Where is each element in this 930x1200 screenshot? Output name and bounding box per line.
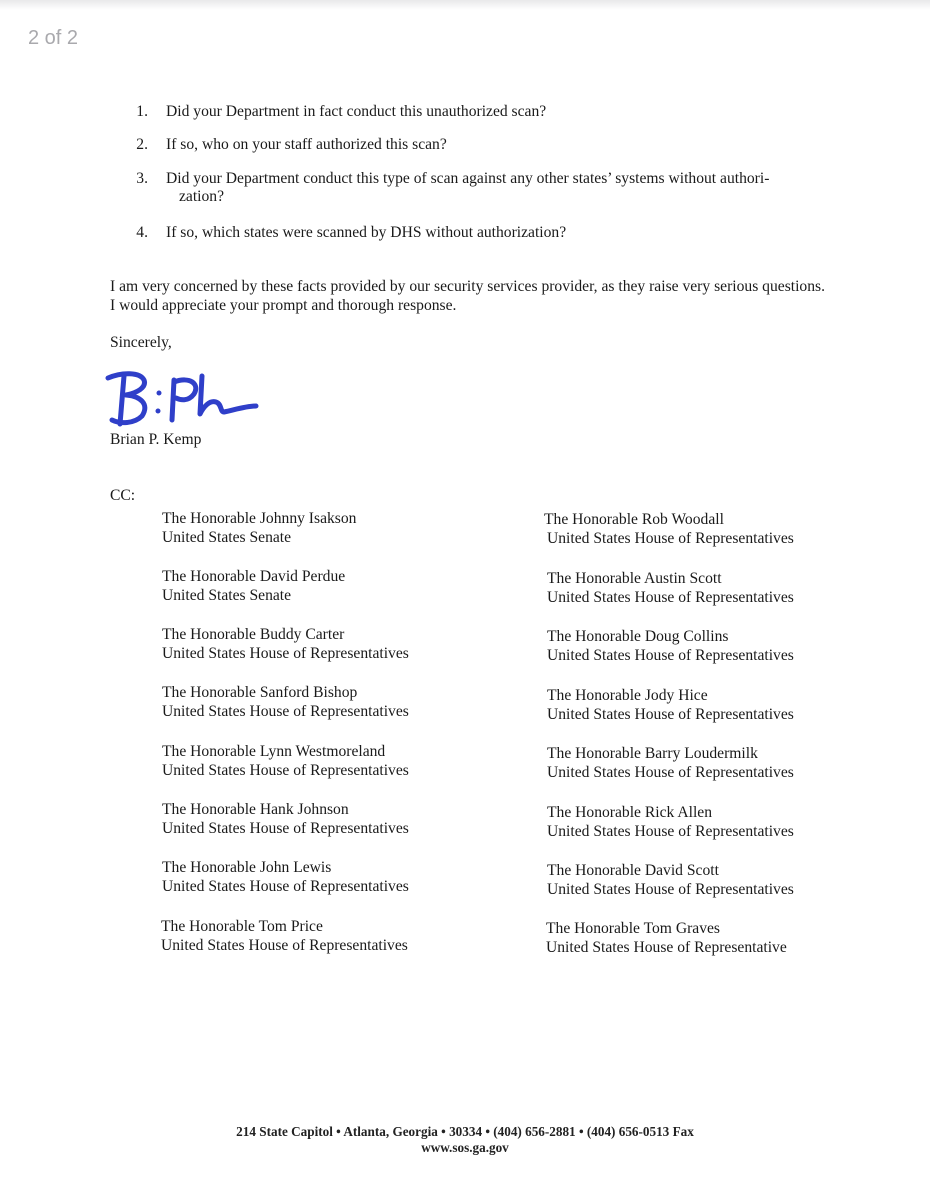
recipient-name: The Honorable Buddy Carter xyxy=(162,626,345,643)
recipient-office: United States House of Representatives xyxy=(547,764,794,781)
recipient-name: The Honorable Austin Scott xyxy=(547,570,722,587)
signature-stroke xyxy=(174,380,196,400)
recipient-office: United States House of Representatives xyxy=(547,823,794,840)
recipient-name: The Honorable Rick Allen xyxy=(547,804,712,821)
cc-recipient xyxy=(162,567,345,605)
body-paragraph: I am very concerned by these facts provided by our security services provider, as they raise very serious questions. I would appreciate your prompt and thorough response. xyxy=(110,278,825,314)
question-number: 1. xyxy=(136,103,148,120)
cc-recipient xyxy=(547,686,794,724)
signature-dot xyxy=(156,409,161,414)
cc-recipient xyxy=(162,509,356,547)
footer-website: www.sos.ga.gov xyxy=(421,1140,509,1155)
recipient-office: United States House of Representatives xyxy=(162,878,409,895)
signature-stroke xyxy=(120,376,124,424)
recipient-name: The Honorable Jody Hice xyxy=(547,687,708,704)
recipient-office: United States House of Representatives xyxy=(162,762,409,779)
recipient-name: The Honorable Barry Loudermilk xyxy=(547,745,758,762)
recipient-office: United States Senate xyxy=(162,529,292,546)
signature-stroke xyxy=(172,380,174,420)
signature-image xyxy=(100,366,270,432)
recipient-office: United States House of Representatives xyxy=(547,589,794,606)
recipient-name: The Honorable Lynn Westmoreland xyxy=(162,743,386,760)
question-number: 3. xyxy=(136,170,148,187)
recipient-name: The Honorable David Perdue xyxy=(162,568,346,585)
cc-recipient xyxy=(547,569,794,607)
recipient-name: The Honorable Tom Price xyxy=(161,918,323,935)
recipient-name: The Honorable John Lewis xyxy=(162,859,332,876)
cc-recipient xyxy=(162,683,409,721)
cc-recipient xyxy=(161,917,408,955)
recipient-name: The Honorable Doug Collins xyxy=(547,628,729,645)
recipient-name: The Honorable David Scott xyxy=(547,862,719,879)
signature-stroke xyxy=(200,376,256,414)
page-indicator: 2 of 2 xyxy=(28,27,79,49)
question-number: 4. xyxy=(136,224,148,241)
recipient-office: United States House of Representatives xyxy=(162,645,409,662)
recipient-name: The Honorable Sanford Bishop xyxy=(162,684,358,701)
cc-recipient xyxy=(547,861,794,899)
cc-recipient xyxy=(162,858,409,896)
recipient-office: United States House of Representatives xyxy=(547,530,794,547)
question-text: If so, which states were scanned by DHS without authorization? xyxy=(166,224,567,241)
cc-recipient xyxy=(547,744,794,782)
recipient-office: United States House of Representative xyxy=(546,939,787,956)
cc-recipient xyxy=(546,919,787,957)
question-text-line2: zation? xyxy=(179,188,225,205)
signature-dot xyxy=(157,391,162,396)
recipient-name: The Honorable Hank Johnson xyxy=(162,801,349,818)
recipient-office: United States House of Representatives xyxy=(547,881,794,898)
cc-recipient xyxy=(162,625,409,663)
question-text: If so, who on your staff authorized this scan? xyxy=(166,136,447,153)
recipient-office: United States House of Representatives xyxy=(161,937,408,954)
cc-recipient xyxy=(162,800,409,838)
viewer-top-bar xyxy=(0,0,930,10)
recipient-office: United States House of Representatives xyxy=(162,820,409,837)
closing: Sincerely, xyxy=(110,334,172,351)
recipient-name: The Honorable Rob Woodall xyxy=(544,511,724,528)
cc-label: CC: xyxy=(110,487,136,504)
footer-address: 214 State Capitol • Atlanta, Georgia • 30334 • (404) 656-2881 • (404) 656-0513 Fax xyxy=(236,1124,694,1139)
recipient-name: The Honorable Johnny Isakson xyxy=(162,510,357,527)
cc-recipient xyxy=(547,803,794,841)
cc-recipient xyxy=(547,627,794,665)
signature-stroke xyxy=(108,374,145,423)
recipient-office: United States House of Representatives xyxy=(162,703,409,720)
cc-recipient xyxy=(544,510,794,548)
recipient-office: United States Senate xyxy=(162,587,292,604)
recipient-office: United States House of Representatives xyxy=(547,647,794,664)
recipient-office: United States House of Representatives xyxy=(547,706,794,723)
cc-recipient xyxy=(162,742,409,780)
question-number: 2. xyxy=(136,136,148,153)
recipient-name: The Honorable Tom Graves xyxy=(546,920,720,937)
question-text: Did your Department in fact conduct this unauthorized scan? xyxy=(166,103,547,120)
question-text-line1: Did your Department conduct this type of scan against any other states’ systems without authori- xyxy=(166,170,770,187)
signer-name: Brian P. Kemp xyxy=(110,431,202,448)
